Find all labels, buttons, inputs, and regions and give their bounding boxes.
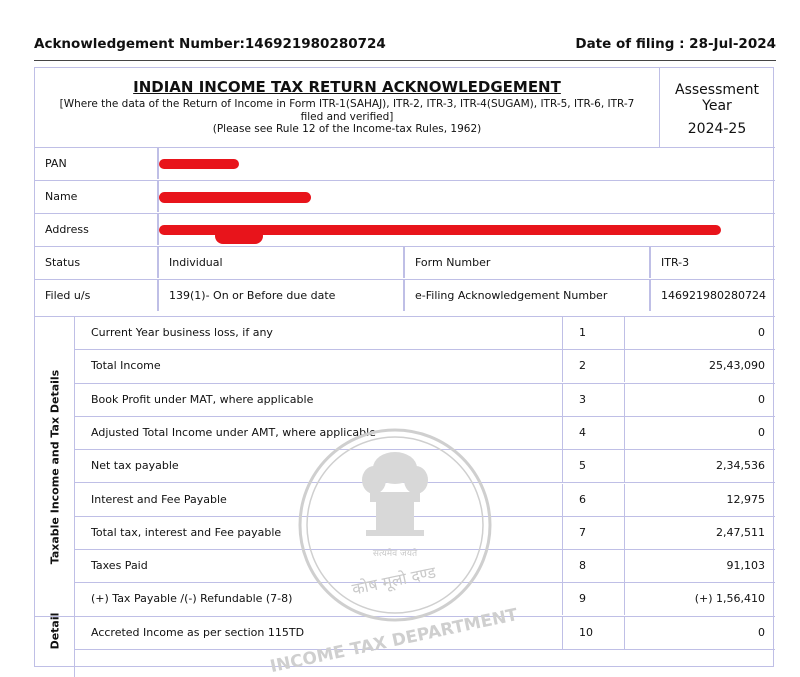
row-amount: 12,975 — [726, 492, 765, 506]
address-redaction-blot — [215, 228, 263, 244]
filed-value: 139(1)- On or Before due date — [169, 289, 336, 302]
assessment-year-box — [659, 68, 775, 147]
row-description: Interest and Fee Payable — [75, 484, 563, 516]
year-label: Year — [702, 98, 732, 114]
row-number: 7 — [563, 517, 625, 549]
table-row — [75, 417, 775, 450]
row-number: 8 — [563, 550, 625, 582]
table-row — [75, 617, 775, 650]
document-header — [34, 36, 776, 54]
acknowledgement-form — [34, 67, 774, 667]
row-description: Total Income — [75, 350, 563, 382]
table-row — [75, 350, 775, 383]
row-number: 3 — [563, 384, 625, 416]
assessment-label: Assessment — [675, 82, 759, 98]
row-amount: 25,43,090 — [709, 359, 765, 373]
detail-heading: Detail — [48, 612, 61, 650]
row-description: Total tax, interest and Fee payable — [75, 517, 563, 549]
ack-label: Acknowledgement Number: — [34, 36, 245, 52]
status-label: Status — [45, 256, 81, 269]
name-redaction — [159, 192, 311, 203]
row-number: 2 — [563, 350, 625, 382]
pan-row — [35, 147, 775, 180]
taxable-income-heading: Taxable Income and Tax Details — [48, 369, 61, 565]
table-row — [75, 550, 775, 583]
title-block — [35, 68, 660, 147]
row-number: 10 — [563, 617, 625, 649]
row-description: (+) Tax Payable /(-) Refundable (7-8) — [75, 583, 563, 615]
subtitle-line-3: (Please see Rule 12 of the Income-tax Rules, 1962) — [212, 123, 482, 135]
acknowledgement-number — [34, 36, 386, 52]
pan-redaction — [159, 159, 239, 169]
filed-label: Filed u/s — [45, 289, 91, 302]
row-number: 9 — [563, 583, 625, 615]
row-amount: 91,103 — [726, 559, 765, 573]
subtitle-line-2: filed and verified] — [300, 110, 394, 123]
row-amount: 0 — [758, 326, 765, 339]
row-amount: 2,47,511 — [716, 525, 765, 539]
row-number: 6 — [563, 484, 625, 516]
table-row — [75, 484, 775, 517]
filed-row — [35, 279, 775, 312]
status-row — [35, 246, 775, 279]
address-label: Address — [45, 223, 89, 236]
name-row — [35, 180, 775, 213]
table-row — [75, 517, 775, 550]
row-amount: 0 — [758, 626, 765, 639]
table-row — [75, 583, 775, 616]
row-number: 4 — [563, 417, 625, 449]
taxable-income-heading-cell — [35, 317, 75, 617]
row-description: Current Year business loss, if any — [75, 317, 563, 349]
subtitle-line-1: [Where the data of the Return of Income in Form ITR-1(SAHAJ), ITR-2, ITR-3, ITR-4(SUGAM), ITR-5, ITR-6, ITR-7 — [59, 98, 635, 110]
row-amount: 2,34,536 — [716, 459, 765, 473]
status-value: Individual — [169, 256, 223, 269]
watermark-department: INCOME TAX DEPARTMENT — [268, 605, 520, 677]
name-label: Name — [45, 190, 78, 203]
form-number-label: Form Number — [415, 256, 491, 269]
accreted-income-section — [35, 612, 775, 676]
form-number-value: ITR-3 — [661, 256, 690, 269]
filing-label: Date of filing : — [575, 36, 690, 52]
watermark-motto: सत्यमेव जयते — [372, 549, 418, 559]
table-row — [75, 450, 775, 483]
assessment-year-value: 2024-25 — [687, 121, 747, 137]
watermark-hindi: कोष मूलो दण्ड — [350, 562, 438, 599]
row-amount: 0 — [758, 425, 765, 439]
row-description: Net tax payable — [75, 450, 563, 482]
table-row — [75, 317, 775, 350]
address-row — [35, 213, 775, 246]
efiling-ack-label: e-Filing Acknowledgement Number — [415, 289, 608, 302]
row-description: Book Profit under MAT, where applicable — [75, 384, 563, 416]
detail-heading-cell — [35, 612, 75, 677]
row-number: 5 — [563, 450, 625, 482]
taxable-income-section — [35, 316, 775, 616]
date-of-filing — [575, 36, 776, 52]
row-amount: (+) 1,56,410 — [694, 592, 765, 606]
row-description: Accreted Income as per section 115TD — [75, 617, 563, 649]
row-number: 1 — [563, 317, 625, 349]
pan-label: PAN — [45, 157, 67, 170]
form-title: INDIAN INCOME TAX RETURN ACKNOWLEDGEMENT — [133, 78, 561, 96]
header-rule — [34, 60, 776, 61]
ack-number-value: 146921980280724 — [244, 36, 386, 52]
filing-date-value: 28-Jul-2024 — [689, 36, 776, 52]
row-description: Taxes Paid — [75, 550, 563, 582]
form-subtitle — [35, 98, 659, 136]
row-description: Adjusted Total Income under AMT, where applicable — [75, 417, 563, 449]
efiling-ack-value: 146921980280724 — [661, 289, 766, 302]
table-row — [75, 384, 775, 417]
row-amount: 0 — [758, 392, 765, 406]
